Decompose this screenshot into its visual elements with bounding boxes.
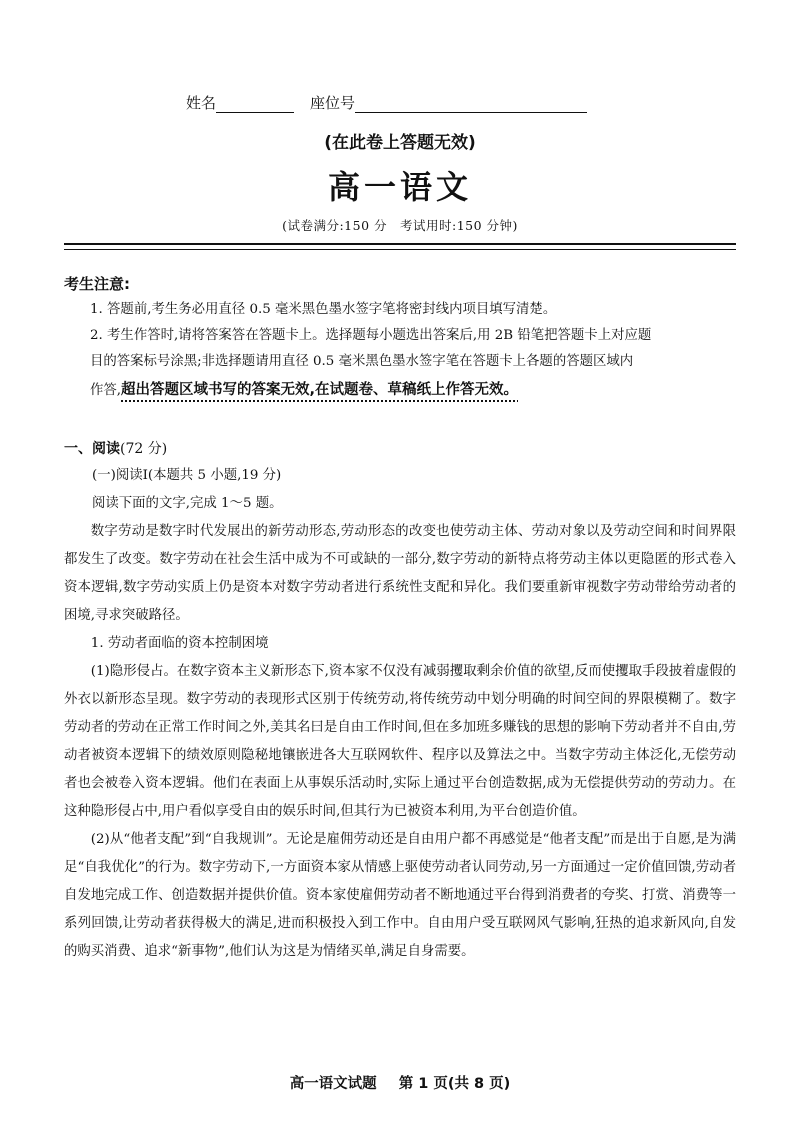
- passage-body: [64, 518, 736, 966]
- invalid-note: (在此卷上答题无效): [324, 133, 476, 153]
- footer-page-number: 第 1 页(共 8 页): [398, 1076, 511, 1092]
- exam-meta: (试卷满分:150 分 考试用时:150 分钟): [282, 218, 518, 233]
- notice-item-2-line-3: [90, 377, 750, 404]
- notice-heading: 考生注意:: [64, 275, 130, 293]
- section-heading: [64, 438, 167, 458]
- notice-item-1: 1. 答题前,考生务必用直径 0.5 毫米黑色墨水签字笔将密封线内项目填写清楚。: [90, 302, 557, 317]
- page-footer: [0, 1072, 800, 1093]
- footer-subject: 高一语文试题: [289, 1076, 377, 1092]
- passage-subheading-1: 1. 劳动者面临的资本控制困境: [90, 636, 269, 651]
- name-blank: [216, 96, 294, 113]
- section-title: 一、阅读: [64, 441, 120, 457]
- header-divider: [64, 243, 736, 250]
- notice-emphasis: 超出答题区域书写的答案无效,在试题卷、草稿纸上作答无效。: [121, 382, 519, 398]
- seat-blank: [355, 96, 587, 113]
- candidate-info-row: [186, 92, 587, 113]
- seat-label: 座位号: [310, 94, 356, 112]
- reading-instruction: 阅读下面的文字,完成 1～5 题。: [92, 496, 283, 511]
- sub-section-heading: (一)阅读Ⅰ(本题共 5 小题,19 分): [92, 468, 282, 483]
- notice-prefix: 作答,: [90, 383, 122, 398]
- passage-paragraph-1: 数字劳动是数字时代发展出的新劳动形态,劳动形态的改变也使劳动主体、劳动对象以及劳动空间和时间界限都发生了改变。数字劳动在社会生活中成为不可或缺的一部分,数字劳动的新特点将劳动主体以更隐匿的形式卷入资本逻辑,数字劳动实质上仍是资本对数字劳动者进行系统性支配和异化。我们要重新审视数字劳动带给劳动者的困境,寻求突破路径。: [64, 524, 736, 623]
- passage-paragraph-2: (1)隐形侵占。在数字资本主义新形态下,资本家不仅没有减弱攫取剩余价值的欲望,反而使攫取手段披着虚假的外衣以新形态呈现。数字劳动的表现形式区别于传统劳动,将传统劳动中划分明确的时间空间的界限模糊了。数字劳动者的劳动在正常工作时间之外,美其名曰是自由工作时间,但在多加班多赚钱的思想的影响下劳动者并不自由,劳动者被资本逻辑下的绩效原则隐秘地镶嵌进各大互联网软件、程序以及算法之中。当数字劳动主体泛化,无偿劳动者也会被卷入资本逻辑。他们在表面上从事娱乐活动时,实际上通过平台创造数据,成为无偿提供劳动的劳动力。在这种隐形侵占中,用户看似享受自由的娱乐时间,但其行为已被资本利用,为平台创造价值。: [64, 664, 736, 819]
- exam-title: 高一语文: [327, 168, 472, 206]
- name-label: 姓名: [186, 94, 217, 112]
- section-score: (72 分): [120, 441, 168, 457]
- notice-item-2-line-1: 2. 考生作答时,请将答案答在答题卡上。选择题每小题选出答案后,用 2B 铅笔把答题卡上对应题: [90, 328, 652, 343]
- notice-item-2-line-2: 目的答案标号涂黑;非选择题请用直径 0.5 毫米黑色墨水签字笔在答题卡上各题的答题区域内: [90, 354, 634, 369]
- passage-paragraph-3: (2)从“他者支配”到“自我规训”。无论是雇佣劳动还是自由用户都不再感觉是“他者支配”而是出于自愿,是为满足“自我优化”的行为。数字劳动下,一方面资本家从情感上驱使劳动者认同劳动,另一方面通过一定价值回馈,劳动者自发地完成工作、创造数据并提供价值。资本家使雇佣劳动者不断地通过平台得到消费者的夸奖、打赏、消费等一系列回馈,让劳动者获得极大的满足,进而积极投入到工作中。自由用户受互联网风气影响,狂热的追求新风向,自发的购买消费、追求“新事物”,他们认为这是为情绪买单,满足自身需要。: [64, 832, 736, 959]
